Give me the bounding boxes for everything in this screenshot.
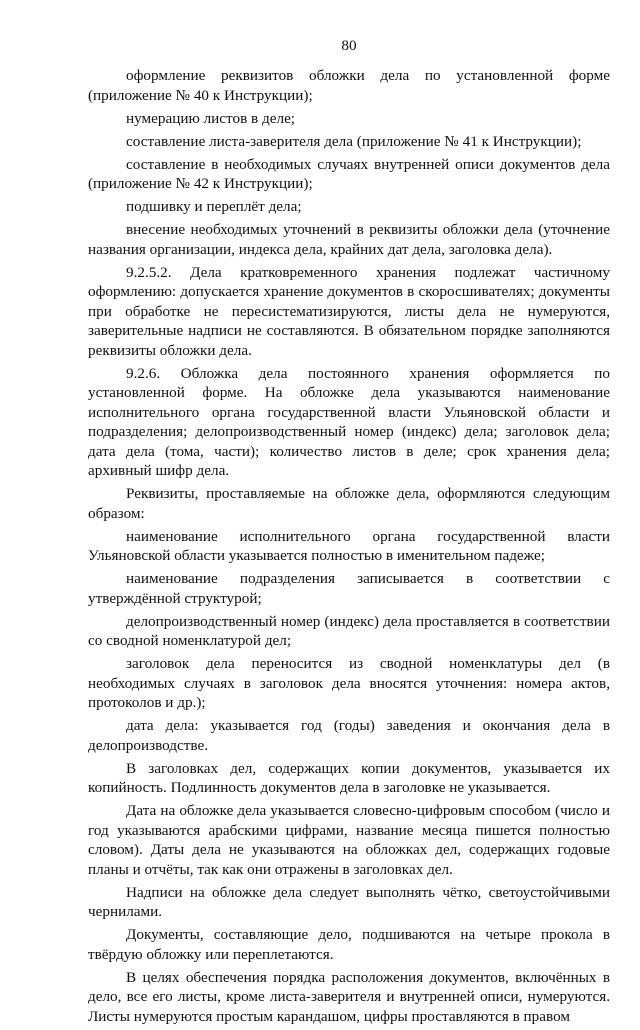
- paragraph: делопроизводственный номер (индекс) дела проставляется в соответствии со сводной номенклатурой дел;: [88, 612, 610, 649]
- paragraph: наименование подразделения записывается в соответствии с утверждённой структурой;: [88, 570, 610, 607]
- paragraph: Реквизиты, проставляемые на обложке дела, оформляются следующим образом:: [88, 485, 610, 522]
- document-page: [88, 36, 610, 1030]
- paragraph: составление листа-заверителя дела (приложение № 41 к Инструкции);: [126, 132, 582, 150]
- paragraph: оформление реквизитов обложки дела по установленной форме (приложение № 40 к Инструкции);: [88, 67, 610, 104]
- paragraph: Документы, составляющие дело, подшиваются на четыре прокола в твёрдую обложку или переплетаются.: [88, 926, 610, 963]
- paragraph: Надписи на обложке дела следует выполнять чётко, светоустойчивыми чернилами.: [88, 883, 610, 920]
- page-number: 80: [341, 37, 357, 54]
- paragraph: дата дела: указывается год (годы) заведения и окончания дела в делопроизводстве.: [88, 717, 610, 754]
- paragraph: 9.2.6. Обложка дела постоянного хранения оформляется по установленной форме. На обложке дела указываются наименование исполнительного органа государственной власти Ульяновской области и подразделения; делопроизводственный номер (индекс) дела; заголовок дела; дата дела (тома, части); количество листов в деле; срок хранения дела; архивный шифр дела.: [88, 364, 610, 479]
- paragraph: нумерацию листов в деле;: [126, 109, 296, 127]
- paragraph: подшивку и переплёт дела;: [126, 198, 302, 215]
- paragraph: В целях обеспечения порядка расположения документов, включённых в дело, все его листы, кроме листа-заверителя и внутренней описи, нумеруются. Листы нумеруются простым карандашом, цифры проставляются в правом: [88, 968, 610, 1025]
- paragraph: составление в необходимых случаях внутренней описи документов дела (приложение № 42 к Инструкции);: [88, 155, 610, 192]
- paragraph: внесение необходимых уточнений в реквизиты обложки дела (уточнение названия организации, индекса дела, крайних дат дела, заголовка дела).: [88, 221, 610, 258]
- paragraph: Дата на обложке дела указывается словесно-цифровым способом (число и год указываются арабскими цифрами, название месяца пишется полностью словом). Даты дела не указываются на обложках дел, содержащих годовые планы и отчёты, так как они отражены в заголовках дел.: [88, 802, 610, 878]
- paragraph: наименование исполнительного органа государственной власти Ульяновской области указывается полностью в именительном падеже;: [88, 527, 610, 564]
- paragraph: заголовок дела переносится из сводной номенклатуры дел (в необходимых случаях в заголовок дела вносятся уточнения: номера актов, протоколов и др.);: [88, 655, 610, 711]
- paragraph: В заголовках дел, содержащих копии документов, указывается их копийность. Подлинность документов дела в заголовке не указывается.: [88, 759, 610, 796]
- paragraph: 9.2.5.2. Дела кратковременного хранения подлежат частичному оформлению: допускается хранение документов в скоросшивателях; документы при обработке не пересистематизируются, листы дела не нумеруются, заверительные надписи не составляются. В обязательном порядке заполняются реквизиты обложки дела.: [88, 263, 610, 359]
